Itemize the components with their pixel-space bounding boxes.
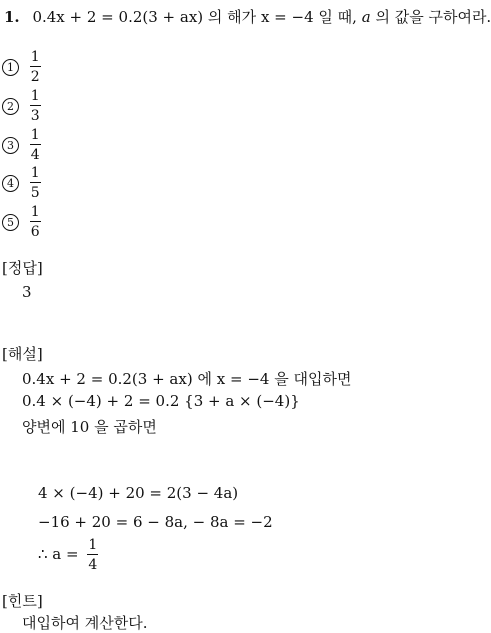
fraction-denominator: 4: [30, 147, 40, 163]
fraction-numerator: 1: [30, 49, 40, 65]
choice-1: [2, 50, 41, 84]
fraction-denominator: 4: [88, 557, 98, 573]
fraction-numerator: 1: [30, 165, 40, 181]
hint-label: [힌트]: [2, 592, 43, 610]
answer-label: [정답]: [2, 259, 43, 277]
solution-step-1: 4 × (−4) + 20 = 2(3 − 4a): [38, 484, 239, 502]
choice-fraction: [30, 166, 41, 200]
question-equation: 0.4x + 2 = 0.2(3 + ax): [32, 8, 204, 26]
fraction-numerator: 1: [30, 204, 40, 220]
fraction-denominator: 3: [30, 108, 40, 124]
explanation-multiplier: 10: [70, 418, 90, 436]
fraction-numerator: 1: [30, 127, 40, 143]
solution-step-2: −16 + 20 = 6 − 8a, − 8a = −2: [38, 513, 273, 531]
question-text-3: 의 값을 구하여라.: [375, 8, 491, 26]
solution-fraction: [87, 538, 98, 572]
answer-value: 3: [22, 283, 32, 301]
choice-5: [2, 205, 41, 239]
fraction-numerator: 1: [88, 537, 98, 553]
explanation-text: 을 곱하면: [94, 418, 157, 436]
explanation-text: 양변에: [22, 418, 66, 436]
choice-fraction: [30, 50, 41, 84]
question-line: [4, 6, 491, 27]
explanation-text: 에: [197, 370, 212, 388]
choice-fraction: [30, 89, 41, 123]
choice-3: [2, 128, 41, 162]
choice-4: [2, 166, 41, 200]
question-number: 1.: [4, 8, 20, 26]
choice-fraction: [30, 205, 41, 239]
question-var: a: [361, 8, 371, 26]
solution-step-3: [38, 538, 98, 572]
explanation-line-3: [22, 416, 157, 437]
fraction-denominator: 6: [30, 224, 40, 240]
explanation-line-1: [22, 368, 351, 389]
choice-marker: 1: [2, 59, 19, 76]
choice-2: [2, 89, 41, 123]
solution-conclusion: ∴ a =: [38, 545, 79, 563]
fraction-denominator: 2: [30, 69, 40, 85]
choice-marker: 5: [2, 214, 19, 231]
fraction-numerator: 1: [30, 88, 40, 104]
choice-marker: 4: [2, 175, 19, 192]
explanation-text: 을 대입하면: [274, 370, 352, 388]
question-given: x = −4: [260, 8, 314, 26]
hint-text: 대입하여 계산한다.: [22, 614, 148, 632]
choice-marker: 3: [2, 137, 19, 154]
explanation-line-2: 0.4 × (−4) + 2 = 0.2 {3 + a × (−4)}: [22, 392, 300, 410]
explanation-label: [해설]: [2, 345, 43, 363]
explanation-equation: 0.4x + 2 = 0.2(3 + ax): [22, 370, 193, 388]
fraction-denominator: 5: [30, 185, 40, 201]
choice-marker: 2: [2, 98, 19, 115]
explanation-substitution: x = −4: [216, 370, 270, 388]
question-text-2: 일 때,: [318, 8, 357, 26]
choice-fraction: [30, 128, 41, 162]
question-text-1: 의 해가: [207, 8, 257, 26]
